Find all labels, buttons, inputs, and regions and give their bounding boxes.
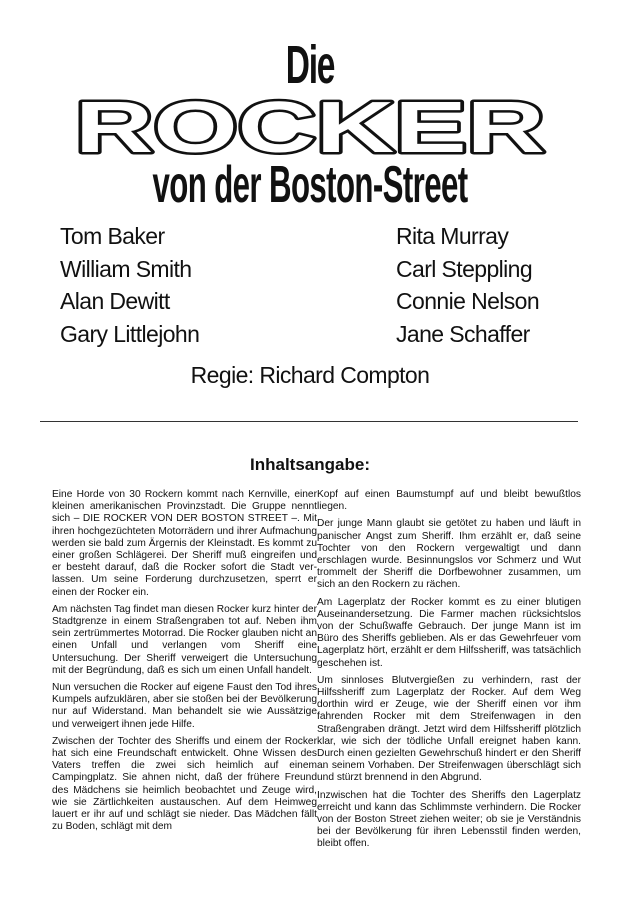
synopsis-paragraph: Am nächsten Tag findet man diesen Rocker kurz hinter der Stadtgrenze in einem Straßengraben tot auf. Neben ihm sein zertrümmertes Motorrad. Die Rocker glauben nicht an einen Unfall und verlangen vom Sheriff eine Untersuchung. Der Sheriff verweigert die Untersuchung mit der Begründung, daß es sich um einen Unfall handelt. [52, 603, 317, 676]
cast-name: Tom Baker [60, 223, 165, 249]
synopsis-column-left [52, 489, 317, 838]
cast-name: Gary Littlejohn [60, 320, 200, 347]
synopsis-paragraph: Um sinnloses Blutvergießen zu verhindern, rast der Hilfssheriff zum Lagerplatz der Rocker. Auf dem Weg dorthin wird er Zeuge, wie der Sheriff einen vor ihm fahrenden Rocker mit dem Streifenwagen in den Straßengraben drängt. Jetzt wird dem Hilfssheriff plötzlich klar, wie sich der tödliche Unfall ereignet haben kann. Durch einen gezielten Gewehrschuß hindert er den Sheriff an seinem Vorhaben. Der Streifenwagen überschlägt sich und stürzt brennend in den Abgrund. [317, 674, 581, 784]
synopsis-paragraph: Inzwischen hat die Tochter des Sheriffs den Lagerplatz erreicht und kann das Schlimmste verhindern. Die Rocker von der Boston Street ziehen weiter; ob sie je Verständnis bei der Bevölkerung für ihren Lebensstil finden werden, bleibt offen. [317, 789, 581, 850]
cast-name: Carl Steppling [396, 255, 533, 282]
director-credit: Regie: Richard Compton [190, 362, 430, 388]
cast-column-right [396, 220, 539, 350]
cast-name: William Smith [60, 255, 192, 282]
synopsis-paragraph: Eine Horde von 30 Rockern kommt nach Kernville, einer kleinen amerikanischen Provinzstadt. Die Gruppe nennt sich – DIE ROCKER VON DER BOSTON STREET –. Mit ihren hochgezüchteten Motorrädern und ihrer Aufmachung werden sie bald zum Ärgernis der Kleinstadt. Es kommt zu einer großen Schlägerei. Der Sheriff muß eingreifen und er besteht darauf, daß die Rocker sofort die Stadt verlassen. Um seine Forderung durchzusetzen, sperrt er einen der Rocker ein. [52, 489, 317, 598]
synopsis-column-right [317, 489, 581, 856]
synopsis-paragraph: Zwischen der Tochter des Sheriffs und einem der Rocker hat sich eine Freundschaft entwickelt. Ohne Wissen des Vaters treffen die zwei sich heimlich auf einem Campingplatz. Sie ahnen nicht, daß der frühere Freund des Mädchens sie heimlich beobachtet und Zeuge wird, wie sie Zärtlichkeiten austauschen. Auf dem Heimweg lauert er ihr auf und schlägt sie nieder. Das Mädchen fällt zu Boden, schlägt mit dem [52, 735, 317, 833]
synopsis-paragraph: Am Lagerplatz der Rocker kommt es zu einer blutigen Auseinandersetzung. Die Farmer machen rücksichtslos von der Schußwaffe Gebrauch. Der junge Mann ist im Büro des Sheriffs geblieben. Als er das Gewehrfeuer vom Lagerplatz hört, erzählt er dem Hilfssheriff, was tatsächlich geschehen ist. [317, 596, 581, 669]
title-rocker: ROCKER [75, 94, 545, 160]
cast-name: Jane Schaffer [396, 320, 530, 347]
divider [40, 421, 578, 422]
synopsis-heading: Inhaltsangabe: [250, 455, 370, 474]
title-subtitle: von der Boston-Street [152, 156, 468, 214]
cast-name: Alan Dewitt [60, 288, 170, 314]
cast-name: Rita Murray [396, 223, 509, 249]
synopsis-paragraph: Kopf auf einen Baumstumpf auf und bleibt bewußtlos liegen. [317, 489, 581, 513]
cast-name: Connie Nelson [396, 288, 540, 314]
title-die: Die [285, 35, 335, 95]
title-rocker-logo [60, 94, 560, 160]
synopsis-paragraph: Der junge Mann glaubt sie getötet zu haben und läuft in panischer Angst zum Sheriff. Ihm erzählt er, daß seine Tochter von den Rockern vergewaltigt und dann erschlagen wurde. Besinnungslos vor Schmerz und Wut trommelt der Sheriff die Dorfbewohner zusammen, um sich an den Rockern zu rächen. [317, 518, 581, 591]
synopsis-paragraph: Nun versuchen die Rocker auf eigene Faust den Tod ihres Kumpels aufzuklären, aber sie stoßen bei der Bevölkerung nur auf Widerstand. Man behandelt sie wie Aussätzige und verweigert ihnen jede Hilfe. [52, 682, 317, 730]
cast-column-left [60, 220, 199, 350]
